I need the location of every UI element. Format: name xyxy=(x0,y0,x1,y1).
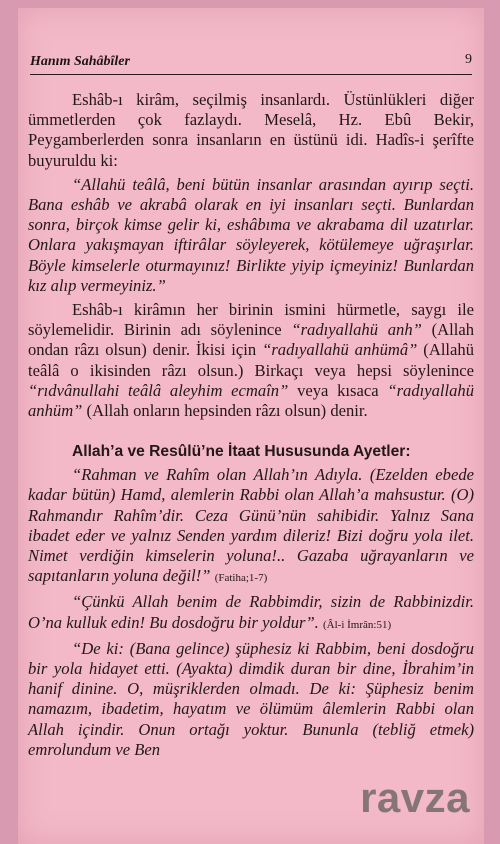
book-title: Hanım Sahâbîler xyxy=(30,54,130,69)
al-imran-reference: (Âl-i İmrân:51) xyxy=(323,618,392,631)
page-number: 9 xyxy=(465,52,472,67)
ravza-watermark: ravza xyxy=(360,774,470,821)
paragraph-respect: Eshâb-ı kirâmın her birinin ismini hürmetle, saygı ile söylemelidir. Birinin adı söylenince “radıyallahü anh” (Allah ondan râzı olsun) denir. İkisi için “radıyallahü anhümâ” (Allahü teâlâ o ikisinden râzı olsun.) Birkaçı veya hepsi söylenince “rıdvânullahi teâlâ aleyhim ecmaîn” veya kısaca “radıyallahü anhüm” (Allah onların hepsinden râzı olsun) denir. xyxy=(28,300,475,421)
paragraph-eshab-intro: Eshâb-ı kirâm, seçilmiş insanlardı. Üstünlükleri diğer ümmetlerden çok fazlaydı. Meselâ, Hz. Ebû Bekir, Peygamberlerden sonra insanların en üstünü idi. Hadîs-i şerîfte buyuruldu ki: xyxy=(28,90,474,170)
page-body xyxy=(28,90,474,760)
al-imran-quote: “Çünkü Allah benim de Rabbimdir, sizin de Rabbinizdir. O’na kulluk edin! Bu dosdoğru bir yoldur”. (Âl-i İmrân:51) xyxy=(28,592,474,632)
page-header xyxy=(30,52,472,75)
enam-quote: “De ki: (Bana gelince) şüphesiz ki Rabbim, beni dosdoğru bir yola hidayet etti. (Ayakta) dimdik duran bir dine, İbrahim’in hanif dinine. O, müşriklerden olmadı. De ki: Şüphesiz benim namazım, ibadetim, hayatım ve ölümüm âlemlerin Rabbi olan Allah içindir. Onun ortağı yoktur. Bununla (tebliğ etmek) emrolundum ve Ben xyxy=(28,638,474,759)
fatiha-quote: “Rahman ve Rahîm olan Allah’ın Adıyla. (Ezelden ebede kadar bütün) Hamd, alemlerin Rabbi olan Allah’a mahsustur. (O) Rahmandır Rahîm’dir. Ceza Günü’nün sahibidir. Yalnız Sana ibadet eder ve yalnız Senden yardım dileriz! Bizi doğru yola ilet. Nimet verdiğin kimselerin yoluna!.. Gazaba uğrayanların ve sapıtanların yoluna değil!” (Fatiha;1-7) xyxy=(28,465,474,586)
fatiha-reference: (Fatiha;1-7) xyxy=(214,572,268,585)
hadith-quote: “Allahü teâlâ, beni bütün insanlar arasından ayırıp seçti. Bana eshâb ve akrabâ olarak en iyi insanları seçti. Bunlardan sonra, birçok kimse gelir ki, eshâbıma ve akrabama dil uzatırlar. Onlara yakışmayan iftirâlar söyleyerek, kötülemeye uğraşırlar. Böyle kimselerle oturmayınız! Birlikte yiyip içmeyiniz! Bunlardan kız alıp vermeyiniz.” xyxy=(28,174,474,295)
section-heading: Allah’a ve Resûlü’ne İtaat Hususunda Ayetler: xyxy=(72,443,411,461)
